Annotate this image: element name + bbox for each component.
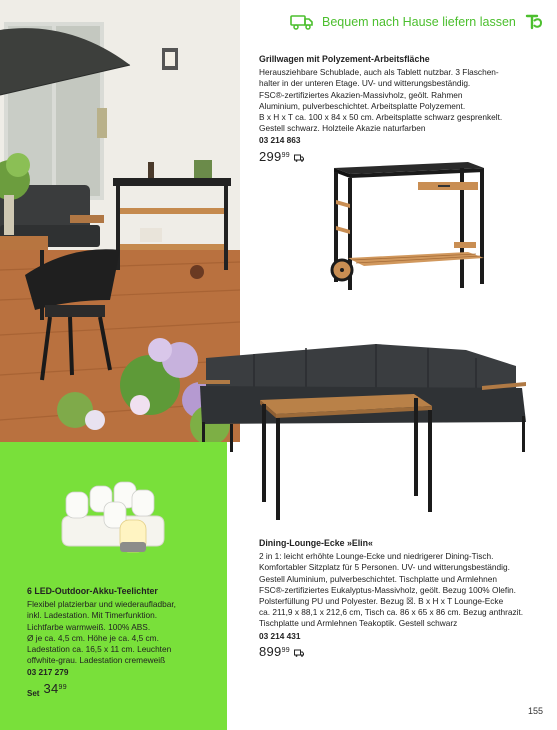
product-description-line: inkl. Ladestation. Mit Timerfunktion.: [27, 610, 158, 621]
page-number: 155: [527, 706, 543, 716]
product-description-line: Ø je ca. 4,5 cm. Höhe je ca. 4,5 cm.: [27, 632, 159, 643]
product-description-line: FSC®-zertifiziertes Akazien-Massivholz, geölt. Rahmen: [259, 89, 463, 100]
delivery-truck-icon: [290, 14, 314, 30]
delivery-text: Bequem nach Hause liefern lassen: [322, 15, 516, 29]
price-cents: 99: [281, 646, 290, 654]
lounge-set-image: [196, 336, 532, 526]
delivery-small-icon: [294, 154, 304, 162]
product-description-line: B x H x T ca. 100 x 84 x 50 cm. Arbeitsplatte schwarz gesprenkelt.: [259, 112, 503, 123]
product-description-line: 2 in 1: leicht erhöhte Lounge-Ecke und niedrigerer Dining-Tisch.: [259, 551, 494, 562]
delivery-truck-small-icon: [294, 649, 304, 657]
price: [259, 643, 551, 659]
price-cents: 99: [281, 151, 290, 159]
product-description-line: Ladestation ca. 16,5 x 11 cm. Leuchten: [27, 644, 172, 655]
product-description-line: Komfortabler Sitzplatz für 5 Personen. UV- und witterungsbeständig.: [259, 562, 510, 573]
product-description-line: Gestell schwarz. Holzteile Akazie naturfarben: [259, 123, 426, 134]
price-main: $899^{99}$: [259, 643, 290, 659]
product-description-line: FSC®-zertifiziertes Eukalyptus-Massivholz, geölt. Bezug 100% Olefin.: [259, 584, 516, 595]
product-title: Grillwagen mit Polyzement-Arbeitsfläche: [259, 54, 430, 64]
product-description-line: Aluminium, pulverbeschichtet. Arbeitsplatte Polyzement.: [259, 100, 466, 111]
article-number: 03 217 279: [27, 667, 69, 678]
product-description-line: Herausziehbare Schublade, auch als Tablett nutzbar. 3 Flaschen-: [259, 67, 499, 78]
product-description-line: Flexibel platzierbar und wiederaufladbar,: [27, 599, 176, 610]
price: [27, 680, 223, 699]
tealight-image: [56, 472, 168, 568]
product-teelichter: [27, 586, 223, 699]
product-description-line: Gestell Aluminium, pulverbeschichtet. Tischplatte und Armlehnen: [259, 573, 497, 584]
article-number: 03 214 863: [259, 135, 301, 146]
delivery-banner: [290, 12, 552, 32]
brand-logo-icon: [524, 12, 544, 32]
product-description-line: halter in der unteren Etage. UV- und witterungsbeständig.: [259, 78, 471, 89]
green-panel: [0, 442, 227, 730]
product-description-line: ca. 211,9 x 88,1 x 212,6 cm, Tisch ca. 86 x 65 x 86 cm. Bezug anthrazit.: [259, 607, 524, 618]
product-title: 6 LED-Outdoor-Akku-Teelichter: [27, 586, 158, 596]
price-cents: 99: [58, 683, 67, 691]
grill-cart-image: [318, 158, 490, 296]
price-prefix: Set: [27, 688, 40, 698]
product-grillwagen: [259, 54, 549, 162]
article-number: 03 214 431: [259, 630, 301, 641]
price-main: $299^{99}$: [259, 148, 290, 164]
product-description-line: offwhite-grau. Ladestation cremeweiß: [27, 655, 166, 666]
product-description-line: Tischplatte und Armlehnen Teakoptik. Gestell schwarz: [259, 618, 458, 629]
product-description-line: Lichtfarbe warmweiß. 100% ABS.: [27, 621, 151, 632]
product-title: Dining-Lounge-Ecke »Elin«: [259, 538, 373, 548]
product-description-line: Polsterfüllung PU und Polyester. Bezug ☒. B x H x T Lounge-Ecke: [259, 596, 504, 607]
price-main: $34^{99}$: [43, 680, 67, 696]
product-dining-lounge: [259, 538, 551, 657]
